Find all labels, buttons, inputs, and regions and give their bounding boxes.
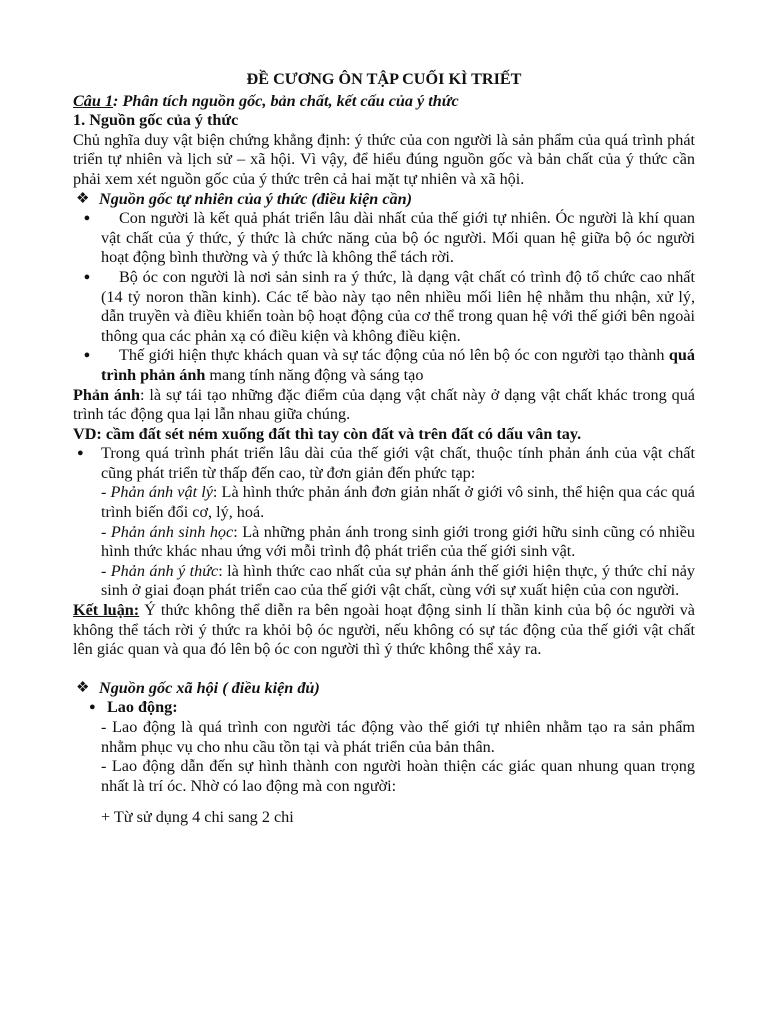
reflection-biological: - Phản ánh sinh học: Là những phản ánh trong sinh giới trong giới hữu sinh cũng có nhiều hình thức khác nhau ứng với mỗi trình độ phát triển của thế giới sinh vật. — [101, 522, 695, 561]
diamond-bullet-icon: ❖ — [76, 679, 90, 696]
question-1-label: Câu 1 — [73, 91, 114, 110]
natural-origin-heading — [73, 190, 695, 210]
labor-item-3: + Từ sử dụng 4 chi sang 2 chi — [101, 808, 294, 827]
document-page — [73, 70, 695, 828]
spacer — [73, 660, 695, 679]
social-origin-heading — [73, 679, 695, 699]
natural-item-2-text: Bộ óc con người là nơi sản sinh ra ý thức, là dạng vật chất có trình độ tổ chức cao nhất (14 tỷ noron thần kinh). Các tế bào này tạo nên nhiều mối liên hệ nhằm thu nhận, xử lý, dẫn truyền và điều khiển toàn bộ hoạt động của cơ thể trong quan hệ với thế giới bên ngoài thông qua các phản xạ có điều kiện và không điều kiện. — [101, 267, 695, 345]
reflection-def: : là sự tái tạo những đặc điểm của dạng vật chất này ở dạng vật chất khác trong quá trình tác động qua lại lẫn nhau giữa chúng. — [73, 385, 695, 424]
conclusion-text: Ý thức không thể diễn ra bên ngoài hoạt động sinh lí thần kinh của bộ óc người và không thể tách rời ý thức ra khỏi bộ óc người, nếu không có sự tác động của thế giới vật chất lên giác quan và qua đó lên bộ óc con người thì ý thức không thể xảy ra. — [73, 601, 695, 659]
natural-origin-heading-text: Nguồn gốc tự nhiên của ý thức (điều kiện cần) — [99, 189, 413, 208]
reflection-definition — [73, 386, 695, 425]
reflection-biological-def: : Là những phản ánh trong sinh giới trong giới hữu sinh cũng có nhiều hình thức khác nhau ứng với mỗi trình độ phát triển của thế giới sinh vật. — [101, 522, 695, 561]
evolution-intro — [73, 444, 695, 483]
labor-heading — [73, 698, 695, 718]
evolution-intro-text: Trong quá trình phát triển lâu dài của thế giới vật chất, thuộc tính phản ánh của vật chất cũng phát triển từ thấp đến cao, từ đơn giản đến phức tạp: — [101, 444, 695, 482]
natural-item-3-bold: quá trình phản ánh — [101, 346, 695, 384]
social-origin-heading-text: Nguồn gốc xã hội ( điều kiện đủ) — [99, 678, 320, 697]
natural-item-3-post: mang tính năng động và sáng tạo — [205, 365, 424, 384]
reflection-biological-term: Phản ánh sinh học — [110, 522, 234, 541]
labor-item-1: - Lao động là quá trình con người tác động vào thế giới tự nhiên nhằm tạo ra sản phẩm nhằm phục vụ cho nhu cầu tồn tại và phát triển của bản thân. — [101, 718, 695, 756]
bullet-dot-icon: ● — [89, 701, 96, 714]
bullet-dot-icon: ● — [83, 212, 91, 225]
section-1-heading: 1. Nguồn gốc của ý thức — [73, 111, 239, 130]
section-1-intro: Chủ nghĩa duy vật biện chứng khẳng định: ý thức của con người là sản phẩm của quá trình phát triển tự nhiên và lịch sử – xã hội. Vì vậy, để hiểu đúng nguồn gốc và bản chất của ý thức cần phải xem xét nguồn gốc của ý thức trên cả hai mặt tự nhiên và xã hội. — [73, 130, 695, 188]
bullet-dot-icon: ● — [83, 349, 91, 362]
question-1-colon: : — [113, 91, 119, 110]
question-1 — [73, 92, 695, 112]
labor-heading-text: Lao động: — [107, 698, 178, 717]
reflection-consciousness-term: Phản ánh ý thức — [110, 561, 219, 580]
natural-item-1 — [73, 209, 695, 268]
question-1-text: Phân tích nguồn gốc, bản chất, kết cấu của ý thức — [118, 91, 459, 110]
bullet-dot-icon: ● — [83, 270, 91, 283]
natural-item-1-text: Con người là kết quả phát triển lâu dài nhất của thế giới tự nhiên. Óc người là khí quan vật chất của ý thức, ý thức là chức năng của bộ óc người. Mối quan hệ giữa bộ óc người hoạt động bình thường và ý thức là không thể tách rời. — [101, 209, 695, 267]
conclusion-term: Kết luận: — [73, 601, 140, 620]
spacer — [73, 796, 695, 808]
reflection-term: Phản ánh — [73, 385, 140, 404]
diamond-bullet-icon: ❖ — [76, 190, 90, 207]
reflection-physical: - Phản ánh vật lý: Là hình thức phản ánh đơn giản nhất ở giới vô sinh, thể hiện qua các quá trình biến đổi cơ, lý, hoá. — [101, 483, 695, 522]
labor-item-2: - Lao động dẫn đến sự hình thành con người hoàn thiện các giác quan nhung quan trọng nhất là trí óc. Nhờ có lao động mà con người: — [101, 757, 695, 795]
natural-item-3 — [73, 346, 695, 385]
reflection-consciousness: - Phản ánh ý thức: là hình thức cao nhất của sự phản ánh thế giới hiện thực, ý thức chỉ nảy sinh ở giai đoạn phát triển cao của thế giới vật chất, cùng với sự xuất hiện của con người. — [101, 561, 695, 600]
example-line: VD: cầm đất sét ném xuống đất thì tay còn đất và trên đất có dấu vân tay. — [73, 424, 582, 443]
bullet-dot-icon: ● — [77, 447, 84, 460]
reflection-physical-term: Phản ánh vật lý — [110, 483, 213, 502]
reflection-physical-def: : Là hình thức phản ánh đơn giản nhất ở giới vô sinh, thể hiện qua các quá trình biến đổi cơ, lý, hoá. — [101, 483, 695, 522]
conclusion — [73, 601, 695, 660]
reflection-consciousness-def: : là hình thức cao nhất của sự phản ánh thế giới hiện thực, ý thức chỉ nảy sinh ở giai đoạn phát triển cao của thế giới vật chất, cùng với sự xuất hiện của con người. — [101, 561, 695, 600]
document-title: ĐỀ CƯƠNG ÔN TẬP CUỐI KÌ TRIẾT — [246, 70, 522, 88]
natural-item-3-pre: Thế giới hiện thực khách quan và sự tác động của nó lên bộ óc con người tạo thành — [119, 346, 669, 365]
natural-item-2 — [73, 268, 695, 346]
